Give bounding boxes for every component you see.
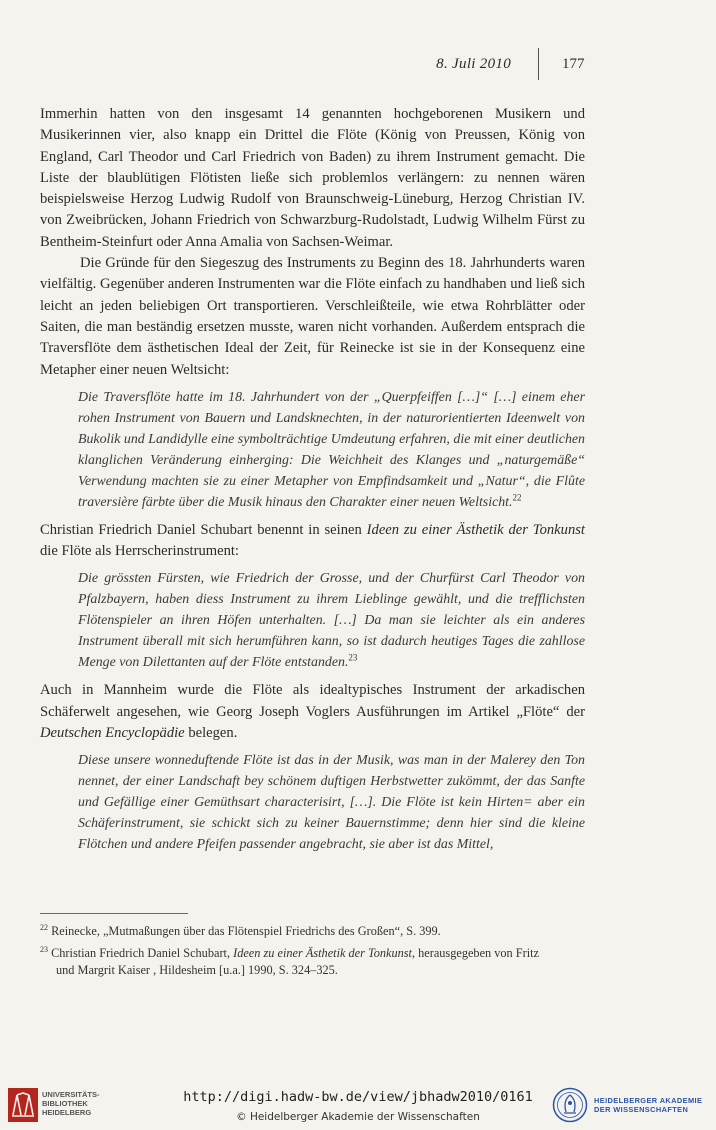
block-quote-1 (78, 387, 585, 513)
digitization-footer (0, 1080, 716, 1130)
block-quote-2-text: Die grössten Fürsten, wie Friedrich der Grosse, und der Churfürst Carl Theodor von Pfalzbayern, haben diess Instrument zu ihrem Lieblinge gewählt, und die trefflichsten Flötenspieler an ihren Höfen unterhalten. […] Da man sie leichter als ein anderes Instrument überall mit sich herumführen kann, so ist dadurch heutiges Tages die zahllose Menge von Dilettanten auf der Flöte entstanden. (78, 571, 585, 671)
block-quote-1-text: Die Traversflöte hatte im 18. Jahrhundert von der „Querpfeiffen […]“ […] einem eher rohen Instrument von Bauern und Landsknechten, in der naturorientierten Ideenwelt von Bukolik und Landidylle eine symbolträchtige Umdeutung erfahren, die mit einer deutlichen klanglichen Veränderung einherging: Die Weichheit des Klanges und „naturgemäße“ Verwendung machten sie zu einer Metapher von Empfindsamkeit und „Natur“, die Flûte traversière färbte über die Musik hinaus den Charakter einer neuen Weltsicht. (78, 389, 585, 510)
block-quote-2 (78, 568, 585, 673)
running-header (0, 56, 716, 76)
footnote-ref-22[interactable]: 22 (512, 492, 522, 503)
paragraph-4: Auch in Mannheim wurde die Flöte als idealtypisches Instrument der arkadischen Schäferwelt angesehen, wie Georg Joseph Voglers Ausführungen im Artikel „Flöte“ der Deutschen Encyclopädie belegen. (40, 682, 585, 742)
copyright-notice: © Heidelberger Akademie der Wissenschaften (236, 1111, 480, 1123)
university-library-name: UNIVERSITÄTS- BIBLIOTHEK HEIDELBERG (42, 1090, 100, 1117)
footnotes (40, 919, 585, 980)
paragraph-3: Christian Friedrich Daniel Schubart benennt in seinen Ideen zu einer Ästhetik der Tonkunst die Flöte als Herrscherinstrument: (40, 521, 585, 560)
footnote-23-continued: und Margrit Kaiser , Hildesheim [u.a.] 1990, S. 324–325. (56, 963, 338, 978)
encyclopedia-title: Deutschen Encyclopädie (40, 725, 185, 742)
main-text (40, 104, 585, 862)
header-date: 8. Juli 2010 (436, 56, 511, 72)
paragraph-1: Immerhin hatten von den insgesamt 14 genannten hochgeborenen Musikern und Musikerinnen vier, also knapp ein Drittel die Flöte (König von Preussen, König von England, Carl Theodor und Carl Friedrich von Baden) zu ihrem Instrument gemacht. Die Liste der blaublütigen Flötisten ließe sich problemlos verlängern: zu nennen wären beispielsweise Herzog Ludwig Rudolf von Braunschweig-Lüneburg, Herzog Christian IV. von Zweibrücken, Johann Friedrich von Schwarzburg-Rudolstadt, Ludwig Wilhelm Fürst zu Bentheim-Steinfurt oder Anna Amalia von Sachsen-Weimar. (40, 106, 585, 250)
footnote-ref-23[interactable]: 23 (348, 652, 358, 663)
permalink-url[interactable]: http://digi.hadw-bw.de/view/jbhadw2010/0161 (183, 1089, 533, 1105)
paragraph-2: Die Gründe für den Siegeszug des Instruments zu Beginn des 18. Jahrhunderts waren vielfältig. Gegenüber anderen Instrumenten war die Flöte einfach zu handhaben und ließ sich leicht an jeden beliebigen Ort transportieren. Verschleißteile, wie etwa Rohrblätter oder Saiten, die man beständig ersetzen musste, waren nicht vorhanden. Außerdem entsprach die Traversflöte dem ästhetischen Ideal der Zeit, für Reinecke ist sie in der Konsequenz eine Metapher einer neuen Weltsicht: (40, 255, 585, 378)
footnote-divider (40, 913, 188, 914)
academy-name: HEIDELBERGER AKADEMIE DER WISSENSCHAFTEN (594, 1096, 703, 1114)
book-title: Ideen zu einer Ästhetik der Tonkunst (366, 521, 585, 538)
header-separator (538, 48, 539, 80)
footnote-23: $^{23}$ Christian Friedrich Daniel Schubart, Ideen zu einer Ästhetik der Tonkunst, herausgegeben von Fritz (40, 944, 539, 960)
footnote-22: $^{22}$ Reinecke, „Mutmaßungen über das Flötenspiel Friedrichs des Großen“, S. 399. (40, 923, 441, 939)
academy-seal-icon[interactable] (552, 1087, 588, 1123)
block-quote-3: Diese unsere wonneduftende Flöte ist das in der Musik, was man in der Malerey den Ton nennet, der einer Landschaft bey schönem duftigen Herbstwetter zukömmt, der das Sanfte und Gefällige einer Gemüthsart characterisirt, […]. Die Flöte ist kein Hirten= aber ein Schäferinstrument, sie schickt sich zu keiner Bauernstimme; denn hier sind die kleine Flötchen und andere Pfeifen passender angebracht, sie aber ist das Mittel, (78, 753, 585, 853)
page-number: 177 (562, 56, 585, 72)
